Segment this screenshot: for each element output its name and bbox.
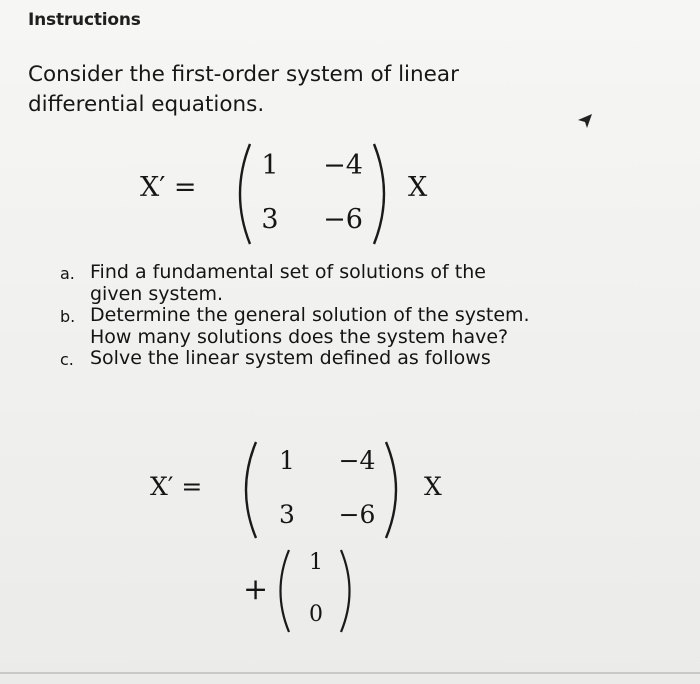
equation-2-rhs: X xyxy=(424,472,442,501)
page-title: Instructions xyxy=(28,10,141,30)
vector-cell: 0 xyxy=(309,602,323,627)
vector-cell: 1 xyxy=(309,550,323,575)
list-item-text: Find a fundamental set of solutions of the given system. xyxy=(90,261,486,305)
right-paren-icon xyxy=(370,140,396,248)
equation-1-rhs: X xyxy=(408,172,428,203)
matrix-2-cell: −6 xyxy=(338,500,376,529)
left-paren-icon xyxy=(270,546,292,636)
list-item xyxy=(60,305,530,348)
left-paren-icon xyxy=(234,438,260,542)
list-item-text: Solve the linear system defined as follows xyxy=(90,347,491,369)
matrix-1-cell: 1 xyxy=(261,150,279,181)
equation-2-lhs: X′ = xyxy=(150,472,203,501)
right-paren-icon xyxy=(382,438,408,542)
list-item xyxy=(60,262,530,305)
matrix-2-cell: 1 xyxy=(279,446,295,475)
list-item-text: Determine the general solution of the system. How many solutions does the system have? xyxy=(90,304,530,348)
equation-1-lhs: X′ = xyxy=(140,172,197,203)
plus-sign: + xyxy=(243,572,269,607)
page-bottom-border xyxy=(0,672,700,674)
mouse-cursor-icon xyxy=(574,108,596,130)
matrix-2-cell: −4 xyxy=(338,446,376,475)
left-paren-icon xyxy=(228,140,254,248)
problem-intro-text: Consider the first-order system of linear differential equations. xyxy=(28,62,459,117)
list-item-marker: c. xyxy=(60,350,74,369)
list-item-marker: b. xyxy=(60,307,76,326)
list-item xyxy=(60,348,530,370)
matrix-1-cell: 3 xyxy=(261,204,279,235)
matrix-1-cell: −4 xyxy=(323,150,363,181)
list-item-marker: a. xyxy=(60,264,75,283)
task-list xyxy=(60,262,530,370)
matrix-1-cell: −6 xyxy=(323,204,363,235)
right-paren-icon xyxy=(338,546,360,636)
matrix-2-cell: 3 xyxy=(279,500,295,529)
